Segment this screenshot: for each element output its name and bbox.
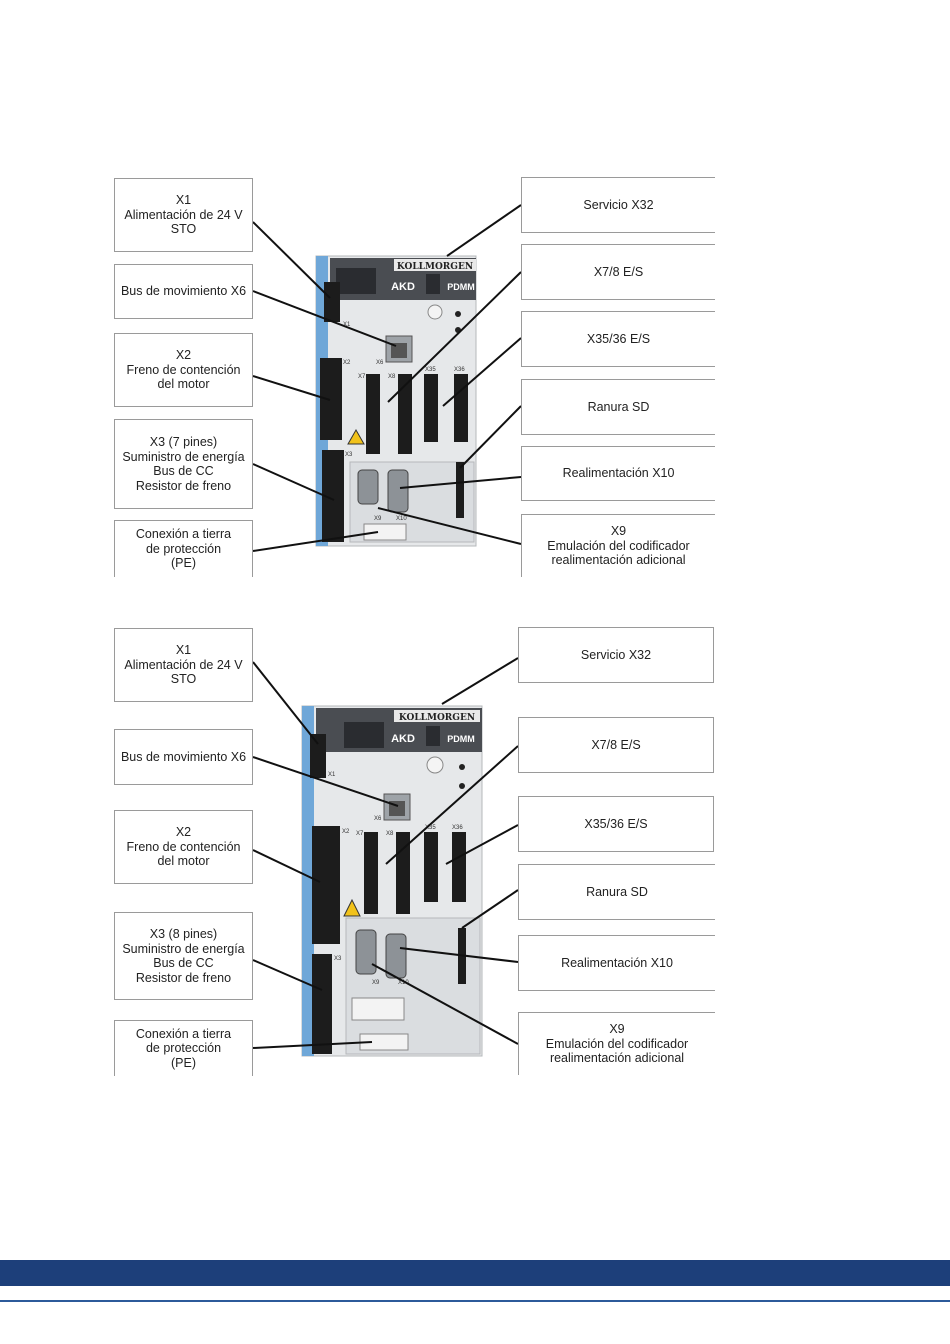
port-label: X36	[454, 367, 465, 373]
port-label: X35	[425, 367, 436, 373]
x36-connector	[454, 374, 468, 442]
label-sd: Ranura SD	[518, 864, 715, 920]
x1-connector	[324, 282, 340, 322]
port-label: X10	[398, 980, 409, 986]
brand-text: KOLLMORGEN	[396, 262, 474, 272]
x9-sub-d-port	[356, 930, 376, 974]
led-display	[344, 722, 384, 748]
led-display-small	[426, 726, 440, 746]
port-label: X3	[334, 956, 342, 962]
x2-connector	[320, 358, 342, 440]
x7-connector	[364, 832, 378, 914]
port-label: X10	[396, 516, 407, 522]
x9-sub-d-port	[358, 470, 378, 504]
label-x2: X2 Freno de contención del motor	[114, 810, 253, 884]
label-x3: X3 (8 pines) Suministro de energía Bus de CC Resistor de freno	[114, 912, 253, 1000]
port-label: X2	[342, 829, 350, 835]
label-x10: Realimentación X10	[521, 446, 715, 501]
diagram-akd-pdmm-8pin	[0, 600, 950, 1100]
port-label: X8	[386, 831, 394, 837]
label-x32: Servicio X32	[521, 177, 715, 233]
port-label: X7	[358, 374, 366, 380]
label-x6: Bus de movimiento X6	[114, 264, 253, 319]
label-x78: X7/8 E/S	[518, 717, 714, 773]
label-pe: Conexión a tierra de protección (PE)	[114, 1020, 253, 1076]
x10-sub-d-port	[388, 470, 408, 512]
x2-connector	[312, 826, 340, 944]
footer-rule	[0, 1300, 950, 1302]
x36-connector	[452, 832, 466, 902]
label-x9: X9 Emulación del codificador realimentación adicional	[518, 1012, 715, 1075]
variant-text: PDMM	[447, 282, 475, 292]
model-text: AKD	[391, 733, 415, 745]
label-x2: X2 Freno de contención del motor	[114, 333, 253, 407]
label-x1: X1 Alimentación de 24 V STO	[114, 628, 253, 702]
port-label: X1	[328, 772, 336, 778]
label-sd: Ranura SD	[521, 379, 715, 435]
label-x10: Realimentación X10	[518, 935, 715, 991]
x10-sub-d-port	[386, 934, 406, 978]
variant-text: PDMM	[447, 734, 475, 744]
label-x32: Servicio X32	[518, 627, 714, 683]
port-label: X35	[425, 825, 436, 831]
port-label: X3	[345, 452, 353, 458]
x35-connector	[424, 374, 438, 442]
label-x3: X3 (7 pines) Suministro de energía Bus de CC Resistor de freno	[114, 419, 253, 509]
led-display	[336, 268, 376, 294]
x7-connector	[366, 374, 380, 454]
label-x6: Bus de movimiento X6	[114, 729, 253, 785]
label-x3536: X35/36 E/S	[521, 311, 715, 367]
led-display-small	[426, 274, 440, 294]
label-x9: X9 Emulación del codificador realimentación adicional	[521, 514, 715, 577]
port-label: X36	[452, 825, 463, 831]
label-x3536: X35/36 E/S	[518, 796, 714, 852]
x3-connector	[312, 954, 332, 1054]
label-pe: Conexión a tierra de protección (PE)	[114, 520, 253, 577]
x1-connector	[310, 734, 326, 778]
sd-slot	[456, 462, 464, 518]
port-label: X6	[374, 816, 382, 822]
label-x1: X1 Alimentación de 24 V STO	[114, 178, 253, 252]
model-text: AKD	[391, 281, 415, 293]
footer-bar	[0, 1260, 950, 1286]
port-label: X9	[374, 516, 382, 522]
brand-text: KOLLMORGEN	[398, 713, 476, 723]
port-label: X6	[376, 360, 384, 366]
pe-terminal	[364, 524, 406, 540]
x35-connector	[424, 832, 438, 902]
label-x78: X7/8 E/S	[521, 244, 715, 300]
diagram-akd-pdmm-7pin	[0, 0, 950, 600]
label-plate	[352, 998, 404, 1020]
port-label: X9	[372, 980, 380, 986]
port-label: X1	[343, 322, 351, 328]
port-label: X2	[343, 360, 351, 366]
port-label: X8	[388, 374, 396, 380]
port-label: X7	[356, 831, 364, 837]
